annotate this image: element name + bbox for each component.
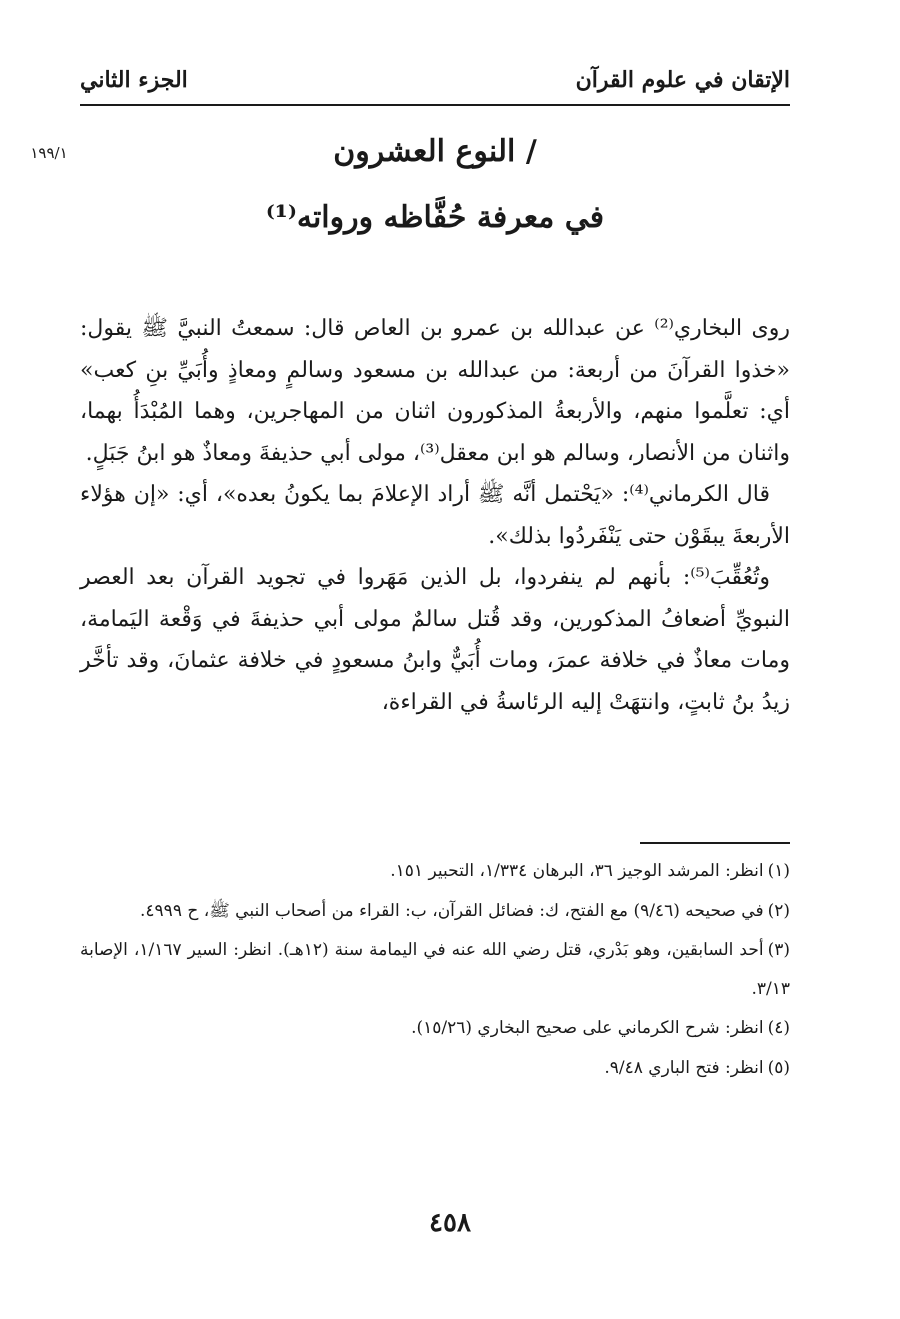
- footnote: [80, 931, 790, 1008]
- chapter-title: / النوع العشرون: [333, 134, 537, 169]
- footnote: [80, 892, 790, 931]
- part-label: الجزء الثاني: [80, 67, 188, 93]
- margin-reference: ١٩٩/١: [30, 144, 68, 162]
- footnote-text: انظر: المرشد الوجيز ٣٦، البرهان ١/٣٣٤، التحبير ١٥١.: [390, 861, 764, 881]
- paragraph: روى البخاري⁽²⁾ عن عبدالله بن عمرو بن العاص قال: سمعتُ النبيَّ ﷺ يقول: «خذوا القرآنَ من أربعة: من عبدالله بن مسعود وسالمٍ ومعاذٍ وأُبَيِّ بنِ كعب» أي: تعلَّموا منهم، والأربعةُ المذكورون اثنان من المهاجرين، وهما المُبْدَأُ بهما، واثنان من الأنصار، وسالم هو ابن معقل⁽³⁾، مولى أبي حذيفةَ ومعاذٌ هو ابنُ جَبَلٍ.: [80, 316, 790, 466]
- footnote-number: (١): [767, 861, 790, 881]
- footnote-text: انظر: شرح الكرماني على صحيح البخاري (١٥/٢٦).: [411, 1018, 764, 1038]
- footnote-rule: [640, 842, 790, 844]
- footnote: [80, 1009, 790, 1048]
- main-text: [80, 308, 790, 723]
- footnote: [80, 1049, 790, 1088]
- chapter-subtitle: في معرفة حُفَّاظه ورواته⁽¹⁾: [265, 200, 605, 235]
- footnote-number: (٥): [767, 1057, 790, 1078]
- header-rule: [80, 104, 790, 106]
- footnote-number: (٣): [767, 940, 790, 960]
- paragraph: قال الكرماني⁽⁴⁾: «يَحْتمل أنَّه ﷺ أراد الإعلامَ بما يكونُ بعده»، أي: «إن هؤلاء الأربعةَ يبقَوْن حتى يَنْفَردُوا بذلك».: [80, 482, 790, 549]
- book-title: الإتقان في علوم القرآن: [575, 67, 790, 93]
- footnote-number: (٢): [767, 900, 790, 921]
- footnote-text: انظر: فتح الباري ٩/٤٨.: [604, 1057, 764, 1078]
- footnote-number: (٤): [767, 1018, 790, 1038]
- footnote-text: أحد السابقين، وهو بَدْري، قتل رضي الله عنه في اليمامة سنة (١٢هـ). انظر: السير ١/١٦٧، الإصابة ٣/١٣.: [80, 940, 790, 999]
- footnote: [80, 852, 790, 891]
- paragraph: وتُعُقِّبَ⁽⁵⁾: بأنهم لم ينفردوا، بل الذين مَهَروا في تجويد القرآن بعد العصر النبويِّ أضعافُ المذكورين، وقد قُتل سالمٌ مولى أبي حذيفةَ في وَقْعة اليَمامة، ومات معاذٌ في خلافة عمرَ، ومات أُبَيٌّ وابنُ مسعودٍ في خلافة عثمانَ، وقد تأخَّر زيدُ بنُ ثابتٍ، وانتهَتْ إليه الرئاسةُ في القراءة،: [80, 565, 790, 715]
- page-number: ٤٥٨: [429, 1208, 471, 1238]
- footnotes: [80, 852, 790, 1088]
- running-head: [80, 58, 790, 102]
- footnote-text: في صحيحه (٩/٤٦) مع الفتح، ك: فضائل القرآن، ب: القراء من أصحاب النبي ﷺ، ح ٤٩٩٩.: [140, 900, 764, 921]
